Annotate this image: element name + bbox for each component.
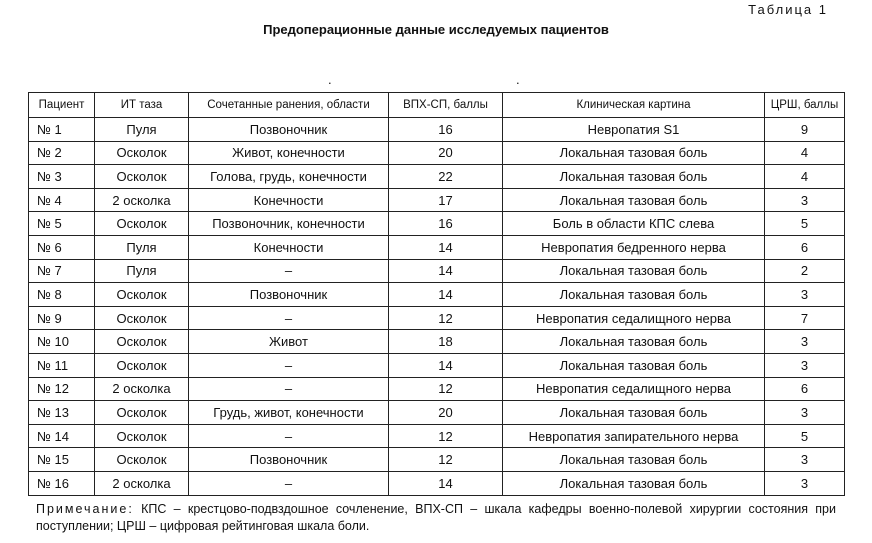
cell-clinical-picture: Локальная тазовая боль: [503, 448, 765, 472]
cell-injury-type: Пуля: [95, 118, 189, 142]
cell-clinical-picture: Локальная тазовая боль: [503, 353, 765, 377]
cell-patient: № 14: [29, 424, 95, 448]
footnote-label: Примечание:: [36, 502, 134, 516]
cell-nrs-score: 3: [765, 471, 845, 495]
table-header-row: [29, 93, 845, 118]
cell-patient: № 10: [29, 330, 95, 354]
cell-vpkh-sp-score: 14: [389, 353, 503, 377]
table-row: [29, 424, 845, 448]
cell-vpkh-sp-score: 20: [389, 401, 503, 425]
cell-patient: № 7: [29, 259, 95, 283]
column-header-patient: Пациент: [29, 93, 95, 118]
cell-vpkh-sp-score: 14: [389, 283, 503, 307]
cell-injury-type: Осколок: [95, 165, 189, 189]
cell-patient: № 3: [29, 165, 95, 189]
cell-nrs-score: 3: [765, 448, 845, 472]
patients-table: [28, 92, 845, 496]
table-row: [29, 283, 845, 307]
cell-nrs-score: 4: [765, 165, 845, 189]
cell-injury-type: Пуля: [95, 259, 189, 283]
table-number-label: Таблица 1: [748, 2, 828, 17]
cell-nrs-score: 2: [765, 259, 845, 283]
cell-injury-type: Осколок: [95, 448, 189, 472]
cell-clinical-picture: Невропатия запирательного нерва: [503, 424, 765, 448]
cell-patient: № 1: [29, 118, 95, 142]
cell-nrs-score: 6: [765, 235, 845, 259]
cell-injury-type: 2 осколка: [95, 471, 189, 495]
cell-injury-type: 2 осколка: [95, 188, 189, 212]
cell-patient: № 4: [29, 188, 95, 212]
cell-nrs-score: 3: [765, 283, 845, 307]
cell-patient: № 12: [29, 377, 95, 401]
cell-vpkh-sp-score: 17: [389, 188, 503, 212]
table-row: [29, 212, 845, 236]
cell-associated-injuries: Позвоночник: [189, 283, 389, 307]
column-header-vpkh-sp-score: ВПХ-СП, баллы: [389, 93, 503, 118]
cell-clinical-picture: Невропатия бедренного нерва: [503, 235, 765, 259]
cell-associated-injuries: Живот, конечности: [189, 141, 389, 165]
table-row: [29, 401, 845, 425]
cell-injury-type: Осколок: [95, 212, 189, 236]
cell-associated-injuries: Позвоночник: [189, 448, 389, 472]
cell-injury-type: Осколок: [95, 283, 189, 307]
cell-patient: № 5: [29, 212, 95, 236]
cell-patient: № 11: [29, 353, 95, 377]
cell-associated-injuries: Грудь, живот, конечности: [189, 401, 389, 425]
cell-clinical-picture: Невропатия S1: [503, 118, 765, 142]
cell-nrs-score: 4: [765, 141, 845, 165]
cell-injury-type: Осколок: [95, 353, 189, 377]
column-header-injury-type: ИТ таза: [95, 93, 189, 118]
table-row: [29, 448, 845, 472]
cell-nrs-score: 7: [765, 306, 845, 330]
cell-patient: № 6: [29, 235, 95, 259]
table-body: [29, 118, 845, 496]
column-header-clinical-picture: Клиническая картина: [503, 93, 765, 118]
table-row: [29, 188, 845, 212]
cell-nrs-score: 5: [765, 212, 845, 236]
cell-vpkh-sp-score: 14: [389, 471, 503, 495]
cell-vpkh-sp-score: 18: [389, 330, 503, 354]
cell-injury-type: Осколок: [95, 401, 189, 425]
cell-injury-type: 2 осколка: [95, 377, 189, 401]
cell-patient: № 2: [29, 141, 95, 165]
table-row: [29, 377, 845, 401]
cell-patient: № 13: [29, 401, 95, 425]
cell-associated-injuries: Голова, грудь, конечности: [189, 165, 389, 189]
cell-nrs-score: 3: [765, 353, 845, 377]
stray-dot-mark: .: [328, 72, 332, 87]
cell-vpkh-sp-score: 22: [389, 165, 503, 189]
cell-nrs-score: 5: [765, 424, 845, 448]
cell-nrs-score: 9: [765, 118, 845, 142]
cell-associated-injuries: –: [189, 424, 389, 448]
cell-associated-injuries: Позвоночник: [189, 118, 389, 142]
cell-injury-type: Пуля: [95, 235, 189, 259]
cell-patient: № 16: [29, 471, 95, 495]
column-header-nrs-score: ЦРШ, баллы: [765, 93, 845, 118]
cell-vpkh-sp-score: 12: [389, 306, 503, 330]
cell-clinical-picture: Локальная тазовая боль: [503, 188, 765, 212]
cell-associated-injuries: Живот: [189, 330, 389, 354]
cell-associated-injuries: Конечности: [189, 188, 389, 212]
cell-vpkh-sp-score: 16: [389, 118, 503, 142]
cell-clinical-picture: Невропатия седалищного нерва: [503, 377, 765, 401]
cell-vpkh-sp-score: 20: [389, 141, 503, 165]
table-row: [29, 141, 845, 165]
cell-vpkh-sp-score: 16: [389, 212, 503, 236]
cell-clinical-picture: Локальная тазовая боль: [503, 330, 765, 354]
cell-associated-injuries: –: [189, 306, 389, 330]
table-row: [29, 118, 845, 142]
cell-clinical-picture: Локальная тазовая боль: [503, 259, 765, 283]
cell-vpkh-sp-score: 12: [389, 424, 503, 448]
table-title: Предоперационные данные исследуемых пациентов: [263, 22, 609, 37]
cell-nrs-score: 3: [765, 330, 845, 354]
cell-clinical-picture: Невропатия седалищного нерва: [503, 306, 765, 330]
cell-associated-injuries: –: [189, 353, 389, 377]
cell-vpkh-sp-score: 14: [389, 259, 503, 283]
cell-associated-injuries: –: [189, 259, 389, 283]
cell-nrs-score: 3: [765, 188, 845, 212]
cell-vpkh-sp-score: 12: [389, 448, 503, 472]
cell-associated-injuries: –: [189, 471, 389, 495]
cell-vpkh-sp-score: 12: [389, 377, 503, 401]
table-row: [29, 471, 845, 495]
table-row: [29, 235, 845, 259]
table-row: [29, 330, 845, 354]
stray-dot-mark: .: [516, 72, 520, 87]
footnote-text: КПС – крестцово-подвздошное сочленение, ВПХ-СП – шкала кафедры военно-полевой хирургии состояния при поступлении; ЦРШ – цифровая рейтинговая шкала боли.: [36, 502, 836, 533]
cell-patient: № 9: [29, 306, 95, 330]
table-row: [29, 259, 845, 283]
table-footnote: [36, 501, 836, 535]
cell-injury-type: Осколок: [95, 330, 189, 354]
cell-injury-type: Осколок: [95, 424, 189, 448]
cell-associated-injuries: Позвоночник, конечности: [189, 212, 389, 236]
cell-clinical-picture: Локальная тазовая боль: [503, 283, 765, 307]
cell-nrs-score: 6: [765, 377, 845, 401]
cell-clinical-picture: Локальная тазовая боль: [503, 141, 765, 165]
cell-associated-injuries: Конечности: [189, 235, 389, 259]
cell-clinical-picture: Локальная тазовая боль: [503, 165, 765, 189]
column-header-associated-injuries: Сочетанные ранения, области: [189, 93, 389, 118]
cell-associated-injuries: –: [189, 377, 389, 401]
cell-clinical-picture: Боль в области КПС слева: [503, 212, 765, 236]
table-row: [29, 165, 845, 189]
cell-patient: № 8: [29, 283, 95, 307]
cell-clinical-picture: Локальная тазовая боль: [503, 401, 765, 425]
table-row: [29, 353, 845, 377]
cell-patient: № 15: [29, 448, 95, 472]
cell-injury-type: Осколок: [95, 141, 189, 165]
table-row: [29, 306, 845, 330]
cell-clinical-picture: Локальная тазовая боль: [503, 471, 765, 495]
cell-injury-type: Осколок: [95, 306, 189, 330]
cell-nrs-score: 3: [765, 401, 845, 425]
cell-vpkh-sp-score: 14: [389, 235, 503, 259]
